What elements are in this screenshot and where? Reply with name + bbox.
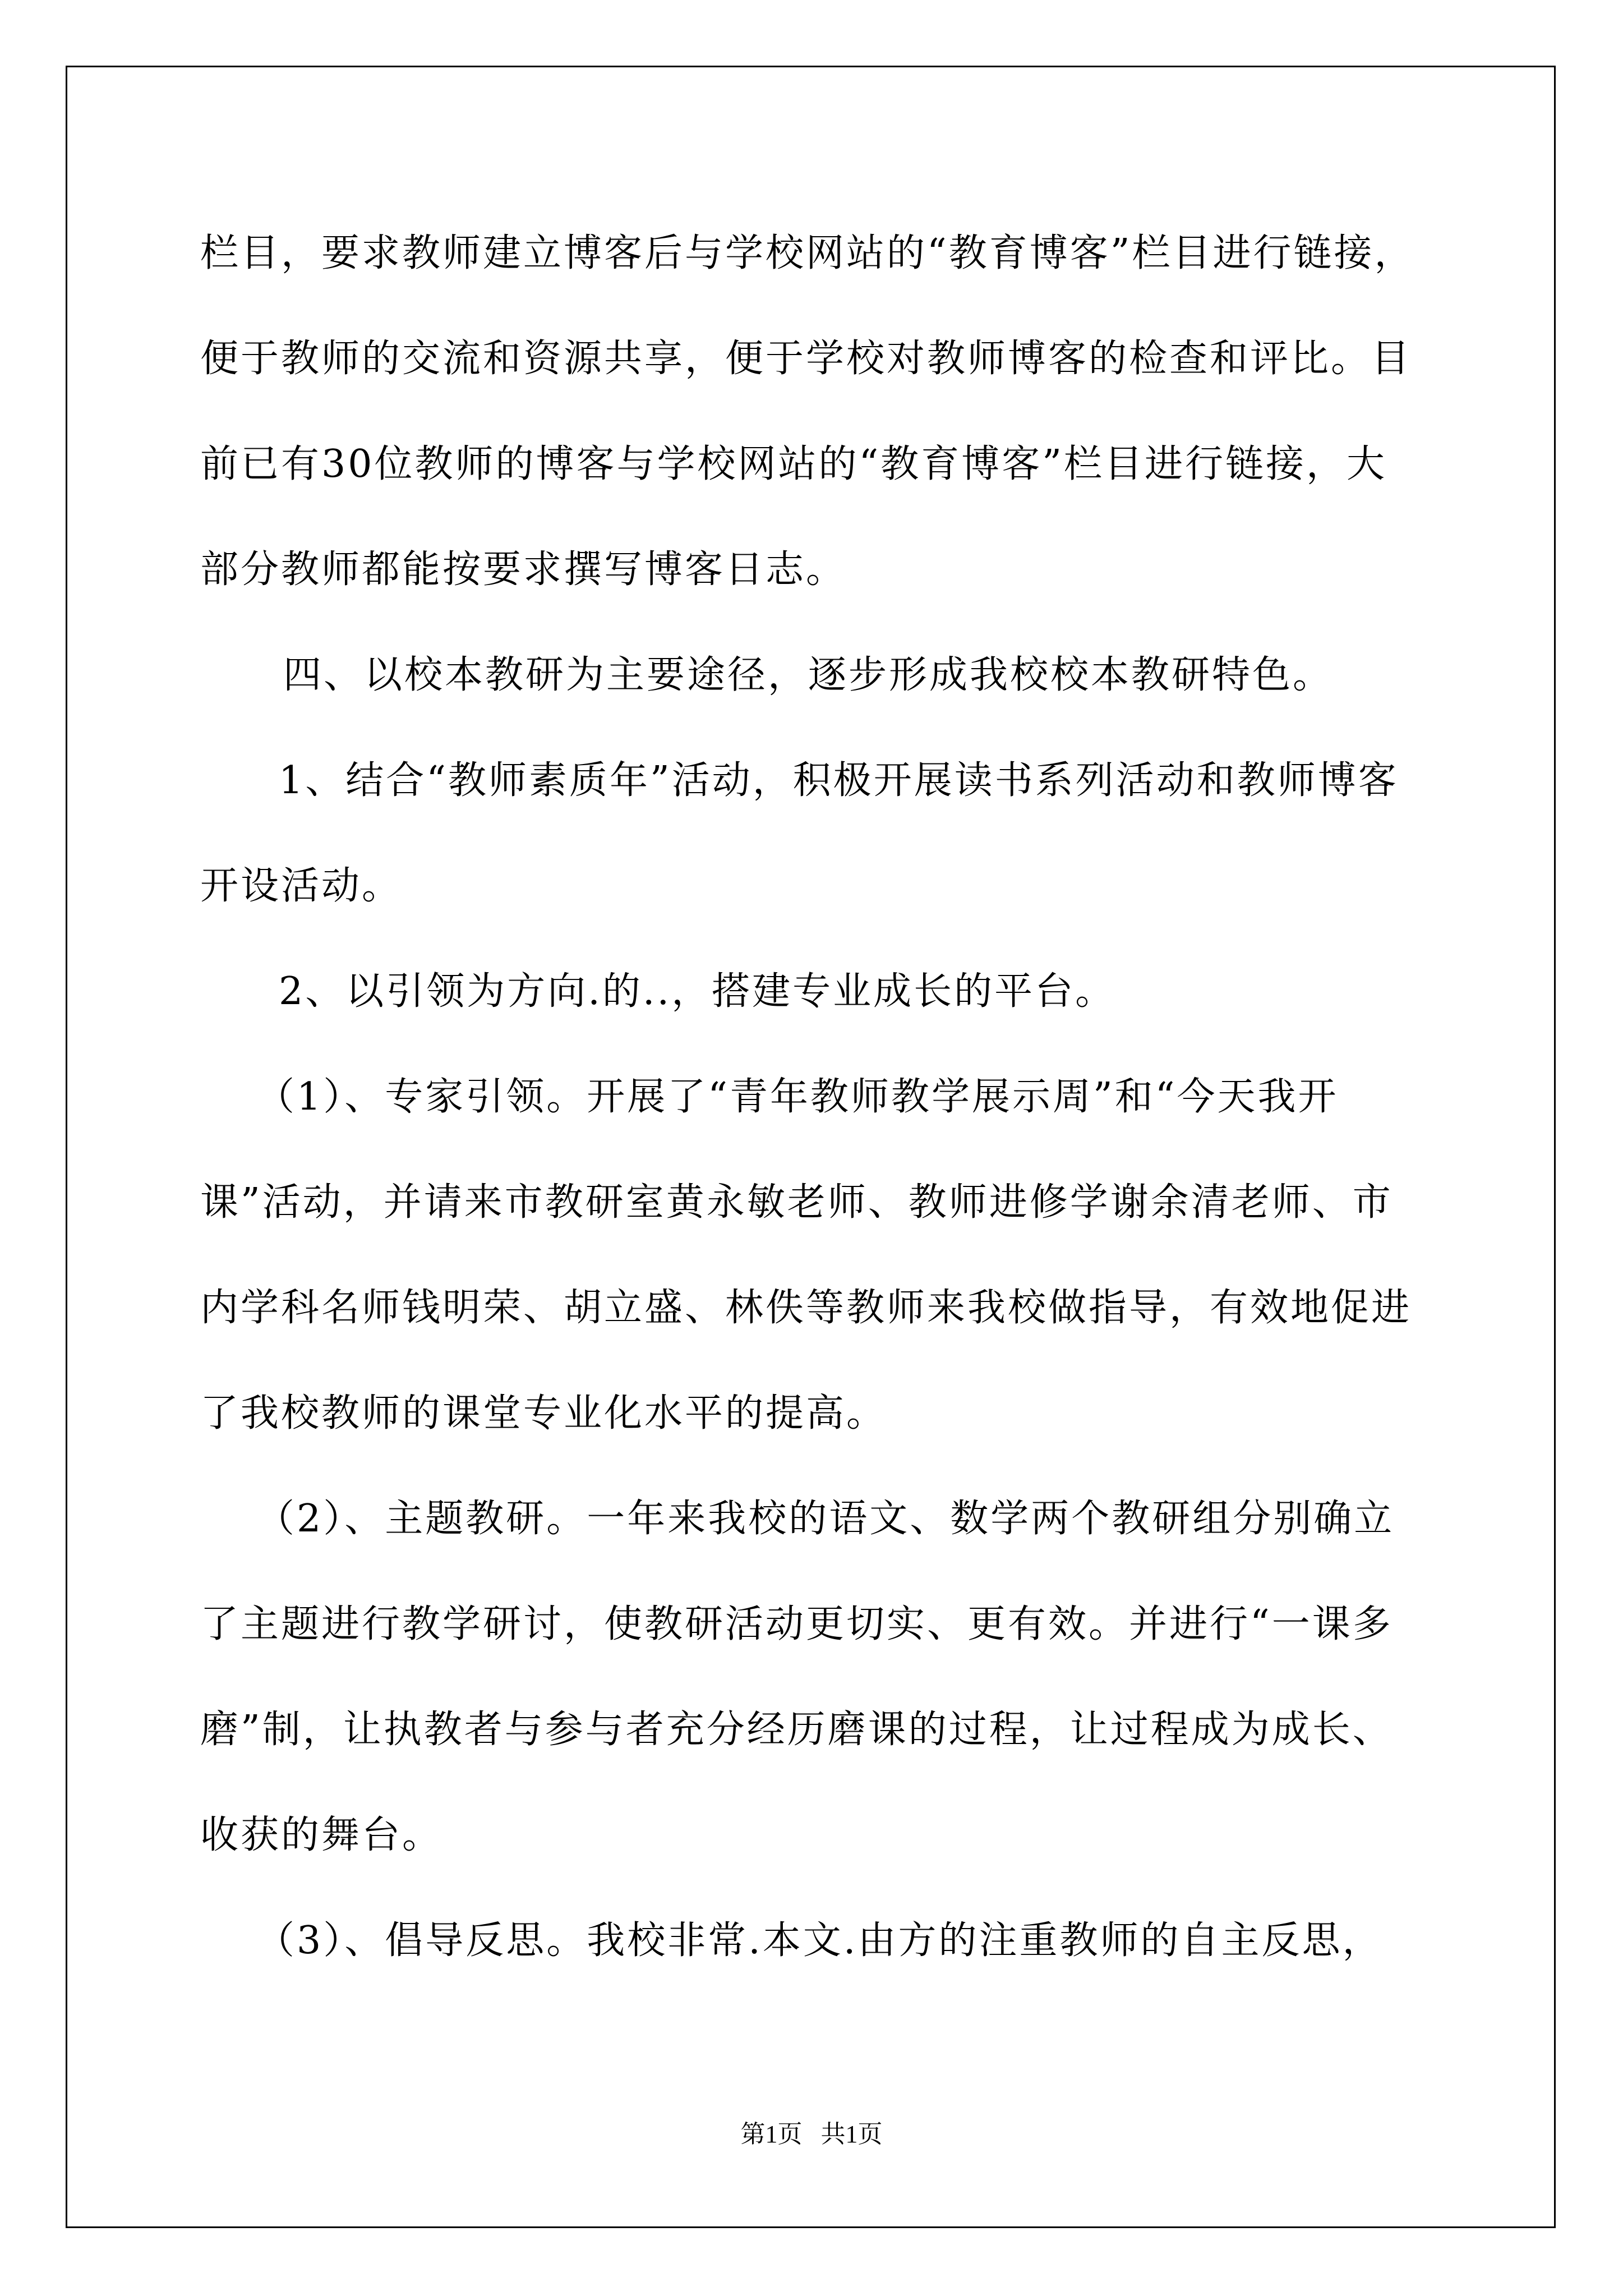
item-2-line-1: 2、以引领为方向.的..，搭建专业成长的平台。 [279, 969, 1116, 1014]
body-line-4: 部分教师都能按要求撰写博客日志。 [200, 547, 847, 592]
page-border [66, 66, 1556, 2228]
subitem-1-line-3: 内学科名师钱明荣、胡立盛、林佚等教师来我校做指导，有效地促进 [200, 1286, 1412, 1330]
item-1-line-1: 1、结合“教师素质年”活动，积极开展读书系列活动和教师博客 [279, 758, 1399, 803]
subitem-1-line-4: 了我校教师的课堂专业化水平的提高。 [200, 1391, 887, 1435]
section-heading-4: 四、以校本教研为主要途径，逐步形成我校校本教研特色。 [283, 653, 1334, 697]
subitem-1-line-1: （1）、专家引领。开展了“青年教师教学展示周”和“今天我开 [256, 1075, 1339, 1119]
body-line-2: 便于教师的交流和资源共享，便于学校对教师博客的检查和评比。目 [200, 337, 1412, 381]
body-line-1: 栏目，要求教师建立博客后与学校网站的“教育博客”栏目进行链接， [200, 231, 1415, 275]
subitem-2-line-1: （2）、主题教研。一年来我校的语文、数学两个教研组分别确立 [256, 1497, 1395, 1541]
page-number-footer: 第1页 共1页 [740, 2120, 883, 2148]
body-line-3: 前已有30位教师的博客与学校网站的“教育博客”栏目进行链接，大 [200, 442, 1387, 486]
subitem-2-line-4: 收获的舞台。 [200, 1813, 443, 1857]
subitem-2-line-3: 磨”制，让执教者与参与者充分经历磨课的过程，让过程成为成长、 [200, 1708, 1393, 1752]
subitem-3-line-1: （3）、倡导反思。我校非常.本文.由方的注重教师的自主反思， [256, 1918, 1383, 1963]
subitem-1-line-2: 课”活动，并请来市教研室黄永敏老师、教师进修学谢余清老师、市 [200, 1180, 1393, 1225]
item-1-line-2: 开设活动。 [200, 864, 403, 908]
subitem-2-line-2: 了主题进行教学研讨，使教研活动更切实、更有效。并进行“一课多 [200, 1602, 1393, 1646]
